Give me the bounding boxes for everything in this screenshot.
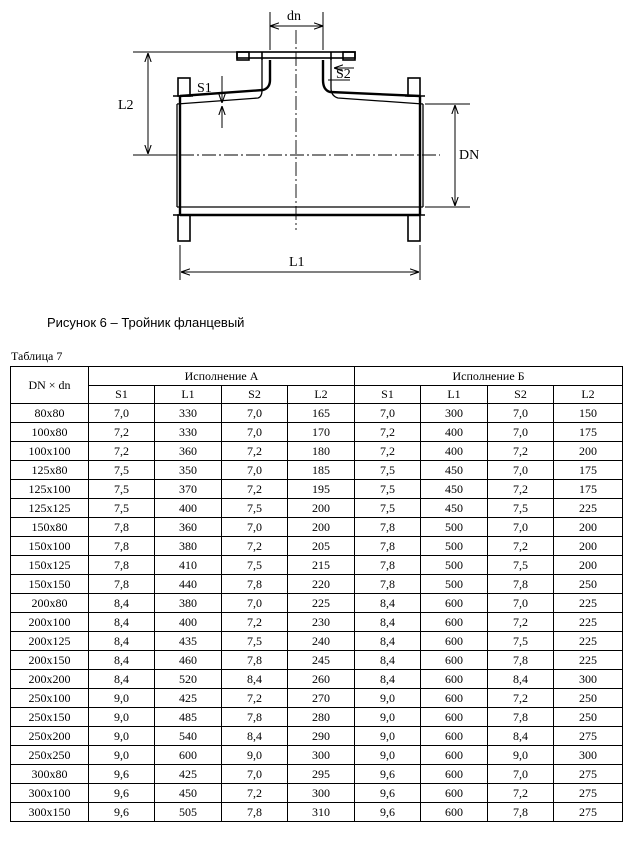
header-b-l2: L2 (554, 386, 623, 404)
table-row (11, 632, 623, 651)
table-cell: 8,4 (355, 670, 421, 689)
table-cell: 7,8 (89, 575, 155, 594)
table-cell: 8,4 (355, 594, 421, 613)
table-cell: 9,0 (89, 689, 155, 708)
table-row (11, 537, 623, 556)
table-row (11, 594, 623, 613)
table-cell-size: 250х100 (11, 689, 89, 708)
label-L2: L2 (118, 98, 134, 113)
center-lines (158, 30, 440, 230)
table-cell: 600 (421, 689, 488, 708)
table-cell: 7,8 (488, 708, 554, 727)
label-S2: S2 (336, 67, 351, 82)
table-cell: 9,0 (355, 746, 421, 765)
table-cell: 8,4 (89, 651, 155, 670)
table-cell: 230 (288, 613, 355, 632)
table-row (11, 404, 623, 423)
table-cell-size: 200х150 (11, 651, 89, 670)
table-cell: 8,4 (222, 727, 288, 746)
table-cell: 500 (421, 556, 488, 575)
table-cell: 600 (421, 594, 488, 613)
table-cell: 7,5 (222, 556, 288, 575)
table-cell: 7,8 (488, 651, 554, 670)
table-cell: 380 (155, 537, 222, 556)
table-cell: 7,2 (488, 537, 554, 556)
table-cell: 200 (554, 556, 623, 575)
tee-body-outline (180, 60, 420, 215)
table-cell: 440 (155, 575, 222, 594)
table-cell: 7,8 (222, 708, 288, 727)
table-cell: 7,0 (488, 518, 554, 537)
table-row (11, 689, 623, 708)
table-cell: 7,2 (488, 784, 554, 803)
table-cell: 7,5 (89, 480, 155, 499)
table-header-row (11, 367, 623, 386)
table-cell-size: 100х100 (11, 442, 89, 461)
table-cell: 7,8 (355, 575, 421, 594)
table-cell: 220 (288, 575, 355, 594)
table-cell: 9,0 (89, 727, 155, 746)
table-cell: 350 (155, 461, 222, 480)
table-cell: 600 (421, 708, 488, 727)
table-cell: 260 (288, 670, 355, 689)
table-cell: 7,2 (89, 423, 155, 442)
table-cell: 9,0 (355, 689, 421, 708)
table-cell: 7,8 (488, 575, 554, 594)
table-cell: 7,2 (222, 613, 288, 632)
table-cell: 300 (288, 746, 355, 765)
header-dn: DN × dn (11, 367, 89, 404)
table-cell: 7,2 (89, 442, 155, 461)
table-cell: 165 (288, 404, 355, 423)
table-cell-size: 125х100 (11, 480, 89, 499)
table-cell: 400 (155, 613, 222, 632)
table-cell: 200 (288, 499, 355, 518)
label-dn: dn (287, 9, 301, 24)
table-cell: 300 (421, 404, 488, 423)
table-cell: 370 (155, 480, 222, 499)
table-cell-size: 300х80 (11, 765, 89, 784)
table-cell: 215 (288, 556, 355, 575)
table-cell: 225 (554, 594, 623, 613)
table-cell: 600 (421, 784, 488, 803)
table-cell: 410 (155, 556, 222, 575)
table-cell: 7,2 (488, 442, 554, 461)
table-cell: 7,5 (89, 499, 155, 518)
header-group-b: Исполнение Б (355, 367, 623, 386)
table-cell: 300 (554, 746, 623, 765)
table-cell-size: 200х100 (11, 613, 89, 632)
table-cell: 7,8 (89, 556, 155, 575)
table-cell-size: 250х150 (11, 708, 89, 727)
table-cell: 275 (554, 784, 623, 803)
table-cell: 600 (155, 746, 222, 765)
table-cell: 520 (155, 670, 222, 689)
table-cell: 7,0 (488, 404, 554, 423)
table-cell: 195 (288, 480, 355, 499)
table-cell: 280 (288, 708, 355, 727)
table-cell: 600 (421, 803, 488, 822)
table-cell: 7,2 (222, 784, 288, 803)
table-cell: 485 (155, 708, 222, 727)
table-cell-size: 300х100 (11, 784, 89, 803)
table-cell: 500 (421, 518, 488, 537)
table-row (11, 518, 623, 537)
table-cell: 7,8 (89, 537, 155, 556)
table-cell: 7,8 (355, 537, 421, 556)
table-cell: 250 (554, 708, 623, 727)
table-row (11, 803, 623, 822)
table-row (11, 499, 623, 518)
tee-inner-walls (177, 60, 423, 207)
header-b-l1: L1 (421, 386, 488, 404)
table-cell: 9,0 (222, 746, 288, 765)
table-cell: 9,0 (355, 708, 421, 727)
table-row (11, 480, 623, 499)
table-cell: 200 (554, 537, 623, 556)
table-cell: 7,0 (355, 404, 421, 423)
table-cell: 7,0 (222, 423, 288, 442)
table-cell-size: 125х80 (11, 461, 89, 480)
table-cell: 275 (554, 803, 623, 822)
table-cell: 7,2 (222, 689, 288, 708)
table-cell: 8,4 (89, 632, 155, 651)
table-cell: 250 (554, 575, 623, 594)
table-cell: 460 (155, 651, 222, 670)
table-cell: 450 (155, 784, 222, 803)
table-cell: 540 (155, 727, 222, 746)
table-cell: 225 (554, 651, 623, 670)
table-cell: 500 (421, 575, 488, 594)
figure-caption: Рисунок 6 – Тройник фланцевый (47, 315, 245, 330)
table-cell: 7,5 (222, 632, 288, 651)
table-cell: 7,2 (355, 442, 421, 461)
table-cell: 7,2 (355, 423, 421, 442)
table-cell-size: 250х250 (11, 746, 89, 765)
table-row (11, 613, 623, 632)
table-cell: 7,8 (355, 518, 421, 537)
table-cell: 7,2 (222, 480, 288, 499)
table-row (11, 708, 623, 727)
table-cell: 7,0 (222, 461, 288, 480)
table-cell: 400 (421, 442, 488, 461)
table-cell: 380 (155, 594, 222, 613)
table-cell: 240 (288, 632, 355, 651)
table-cell: 225 (554, 499, 623, 518)
table-cell: 9,6 (89, 765, 155, 784)
table-cell: 425 (155, 689, 222, 708)
table-cell: 330 (155, 404, 222, 423)
table-cell: 200 (288, 518, 355, 537)
table-cell: 290 (288, 727, 355, 746)
header-group-a: Исполнение А (89, 367, 355, 386)
table-cell: 400 (421, 423, 488, 442)
table-cell: 7,5 (355, 480, 421, 499)
table-cell: 7,8 (355, 556, 421, 575)
header-a-l2: L2 (288, 386, 355, 404)
table-cell-size: 200х80 (11, 594, 89, 613)
table-cell: 7,2 (488, 689, 554, 708)
table-cell-size: 80х80 (11, 404, 89, 423)
table-cell: 275 (554, 765, 623, 784)
table-cell: 7,0 (488, 594, 554, 613)
header-a-s1: S1 (89, 386, 155, 404)
label-S1: S1 (197, 81, 212, 96)
table-row (11, 727, 623, 746)
table-cell: 8,4 (355, 613, 421, 632)
label-L1: L1 (289, 255, 305, 270)
table-cell: 9,6 (89, 784, 155, 803)
table-row (11, 556, 623, 575)
table-cell: 7,0 (222, 594, 288, 613)
table-cell: 310 (288, 803, 355, 822)
table-cell: 425 (155, 765, 222, 784)
table-row (11, 765, 623, 784)
table-cell-size: 125х125 (11, 499, 89, 518)
table-cell: 180 (288, 442, 355, 461)
table-cell: 7,0 (488, 461, 554, 480)
table-cell: 295 (288, 765, 355, 784)
table-cell: 7,0 (222, 765, 288, 784)
table-cell-size: 200х125 (11, 632, 89, 651)
table-cell-size: 200х200 (11, 670, 89, 689)
table-row (11, 442, 623, 461)
table-cell-size: 150х150 (11, 575, 89, 594)
table-cell-size: 150х125 (11, 556, 89, 575)
table-cell: 8,4 (488, 727, 554, 746)
table-cell: 9,6 (355, 803, 421, 822)
table-cell: 7,5 (488, 499, 554, 518)
table-cell-size: 300х150 (11, 803, 89, 822)
table-cell: 450 (421, 480, 488, 499)
table-cell: 7,8 (222, 575, 288, 594)
table-cell: 9,0 (89, 746, 155, 765)
table-cell: 8,4 (89, 594, 155, 613)
table-row (11, 461, 623, 480)
table-row (11, 423, 623, 442)
table-cell: 600 (421, 670, 488, 689)
table-cell: 185 (288, 461, 355, 480)
table-label: Таблица 7 (11, 349, 63, 363)
table-cell: 170 (288, 423, 355, 442)
table-cell: 7,5 (355, 499, 421, 518)
table-cell-size: 250х200 (11, 727, 89, 746)
table-cell: 8,4 (355, 651, 421, 670)
tee-drawing (0, 0, 625, 300)
table-cell: 7,5 (89, 461, 155, 480)
table-cell: 9,0 (488, 746, 554, 765)
table-cell: 7,2 (222, 537, 288, 556)
table-row (11, 746, 623, 765)
table-cell: 7,0 (222, 518, 288, 537)
table-cell: 250 (554, 689, 623, 708)
table-cell: 175 (554, 423, 623, 442)
table-cell: 200 (554, 442, 623, 461)
table-cell: 600 (421, 727, 488, 746)
table-row (11, 784, 623, 803)
table-cell: 8,4 (488, 670, 554, 689)
table-cell: 245 (288, 651, 355, 670)
table-cell-size: 100х80 (11, 423, 89, 442)
table-cell: 7,8 (222, 803, 288, 822)
table-cell: 600 (421, 746, 488, 765)
table-cell: 9,0 (355, 727, 421, 746)
table-cell: 300 (288, 784, 355, 803)
table-cell: 7,2 (488, 480, 554, 499)
table-cell: 360 (155, 442, 222, 461)
table-cell: 600 (421, 632, 488, 651)
table-cell: 225 (554, 613, 623, 632)
header-b-s1: S1 (355, 386, 421, 404)
table-cell: 9,6 (355, 765, 421, 784)
table-cell: 200 (554, 518, 623, 537)
table-cell: 7,2 (222, 442, 288, 461)
table-cell: 8,4 (355, 632, 421, 651)
table-cell: 7,0 (89, 404, 155, 423)
table-cell: 7,0 (488, 765, 554, 784)
table-row (11, 575, 623, 594)
table-cell: 450 (421, 461, 488, 480)
table-cell: 8,4 (89, 670, 155, 689)
table-cell: 7,5 (355, 461, 421, 480)
table-cell: 7,5 (222, 499, 288, 518)
table-cell-size: 150х100 (11, 537, 89, 556)
table-cell: 9,6 (89, 803, 155, 822)
table-cell: 205 (288, 537, 355, 556)
table-cell: 7,5 (488, 632, 554, 651)
table-cell: 505 (155, 803, 222, 822)
table-cell: 7,8 (89, 518, 155, 537)
table-cell: 275 (554, 727, 623, 746)
dimensions-table (10, 366, 623, 822)
table-cell: 225 (554, 632, 623, 651)
table-cell: 175 (554, 461, 623, 480)
table-cell: 600 (421, 613, 488, 632)
table-cell: 150 (554, 404, 623, 423)
table-cell: 8,4 (222, 670, 288, 689)
header-a-s2: S2 (222, 386, 288, 404)
table-row (11, 670, 623, 689)
table-cell: 270 (288, 689, 355, 708)
table-cell: 450 (421, 499, 488, 518)
table-cell: 330 (155, 423, 222, 442)
table-cell: 7,8 (488, 803, 554, 822)
table-cell: 300 (554, 670, 623, 689)
table-subheader-row (11, 386, 623, 404)
table-cell: 435 (155, 632, 222, 651)
table-cell: 9,0 (89, 708, 155, 727)
label-DN: DN (459, 148, 480, 163)
table-cell: 600 (421, 765, 488, 784)
table-cell: 7,2 (488, 613, 554, 632)
table-cell: 400 (155, 499, 222, 518)
table-cell: 360 (155, 518, 222, 537)
table-cell: 7,0 (222, 404, 288, 423)
table-cell-size: 150х80 (11, 518, 89, 537)
header-a-l1: L1 (155, 386, 222, 404)
table-cell: 7,5 (488, 556, 554, 575)
table-cell: 7,0 (488, 423, 554, 442)
table-cell: 7,8 (222, 651, 288, 670)
table-cell: 175 (554, 480, 623, 499)
table-cell: 8,4 (89, 613, 155, 632)
table-cell: 500 (421, 537, 488, 556)
table-row (11, 651, 623, 670)
table-cell: 600 (421, 651, 488, 670)
table-cell: 225 (288, 594, 355, 613)
table-body (11, 404, 623, 822)
header-b-s2: S2 (488, 386, 554, 404)
table-cell: 9,6 (355, 784, 421, 803)
